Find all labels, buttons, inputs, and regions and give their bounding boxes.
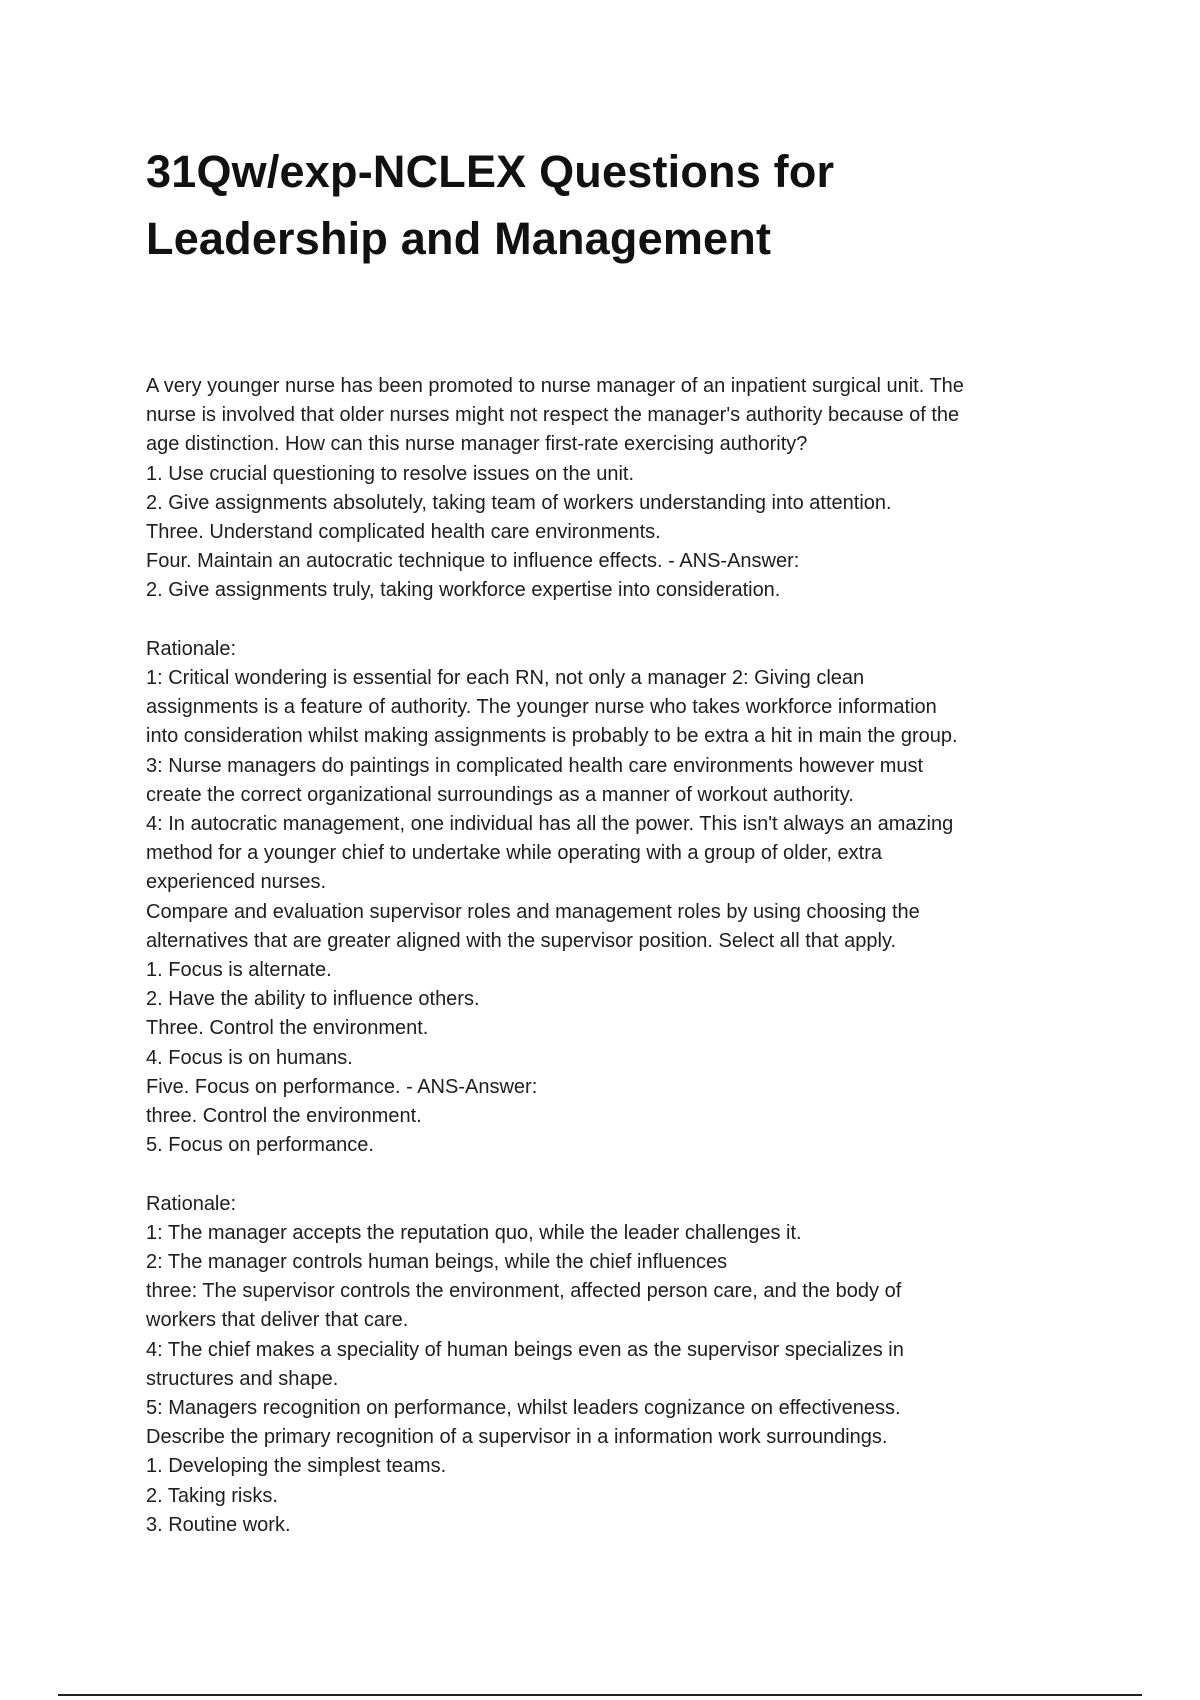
text-line: 2. Give assignments absolutely, taking team of workers understanding into attention. [146,491,892,514]
text-line: into consideration whilst making assignments is probably to be extra a hit in main the group. [146,725,958,748]
text-line: 3: Nurse managers do paintings in complicated health care environments however must [146,754,924,777]
text-line: 3. Routine work. [146,1513,291,1536]
text-line: 4. Focus is on humans. [146,1046,353,1069]
text-line: workers that deliver that care. [146,1309,409,1332]
text-line: Three. Understand complicated health care environments. [146,521,661,544]
text-line: 5: Managers recognition on performance, whilst leaders cognizance on effectiveness. [146,1397,901,1420]
text-line: 4: In autocratic management, one individual has all the power. This isn't always an amazing [146,813,954,836]
text-line: Three. Control the environment. [146,1017,429,1040]
text-line: A very younger nurse has been promoted to nurse manager of an inpatient surgical unit. The [146,375,964,397]
paragraph-spacer [146,1160,1076,1189]
text-line: 1. Use crucial questioning to resolve issues on the unit. [146,462,635,485]
paragraph-spacer [146,606,1076,635]
text-line: Five. Focus on performance. - ANS-Answer: [146,1075,538,1098]
page-title [146,138,1046,272]
text-line: 2: The manager controls human beings, while the chief influences [146,1251,728,1274]
text-line: 2. Have the ability to influence others. [146,988,480,1011]
text-line: Rationale: [146,1192,237,1215]
text-line: 1: Critical wondering is essential for each RN, not only a manager 2: Giving clean [146,667,865,690]
text-line: assignments is a feature of authority. The younger nurse who takes workforce information [146,696,937,719]
text-line: nurse is involved that older nurses might not respect the manager's authority because of the [146,404,960,427]
text-line: Four. Maintain an autocratic technique to influence effects. - ANS-Answer: [146,550,800,573]
text-line: Compare and evaluation supervisor roles and management roles by using choosing the [146,900,920,923]
text-line: three: The supervisor controls the environment, affected person care, and the body of [146,1280,902,1303]
document-body [146,372,1076,1540]
text-line: method for a younger chief to undertake while operating with a group of older, extra [146,842,883,865]
text-line: experienced nurses. [146,871,327,894]
text-line: Rationale: [146,637,237,660]
text-line: 1. Focus is alternate. [146,959,332,982]
text-line: age distinction. How can this nurse manager first-rate exercising authority? [146,433,808,456]
text-line: create the correct organizational surroundings as a manner of workout authority. [146,783,854,806]
title-line-2: Leadership and Management [146,213,772,264]
page-bottom-rule [58,1694,1142,1696]
text-line: 2. Taking risks. [146,1484,278,1507]
text-line: 1: The manager accepts the reputation quo, while the leader challenges it. [146,1221,802,1244]
text-line: 1. Developing the simplest teams. [146,1455,447,1478]
text-line: 2. Give assignments truly, taking workforce expertise into consideration. [146,579,781,602]
text-line: 5. Focus on performance. [146,1134,374,1157]
text-line: Describe the primary recognition of a supervisor in a information work surroundings. [146,1426,888,1449]
text-line: alternatives that are greater aligned with the supervisor position. Select all that apply. [146,929,897,952]
text-line: 4: The chief makes a speciality of human beings even as the supervisor specializes in [146,1338,904,1361]
title-line-1: 31Qw/exp-NCLEX Questions for [146,146,835,197]
text-line: three. Control the environment. [146,1105,422,1128]
text-line: structures and shape. [146,1367,339,1390]
